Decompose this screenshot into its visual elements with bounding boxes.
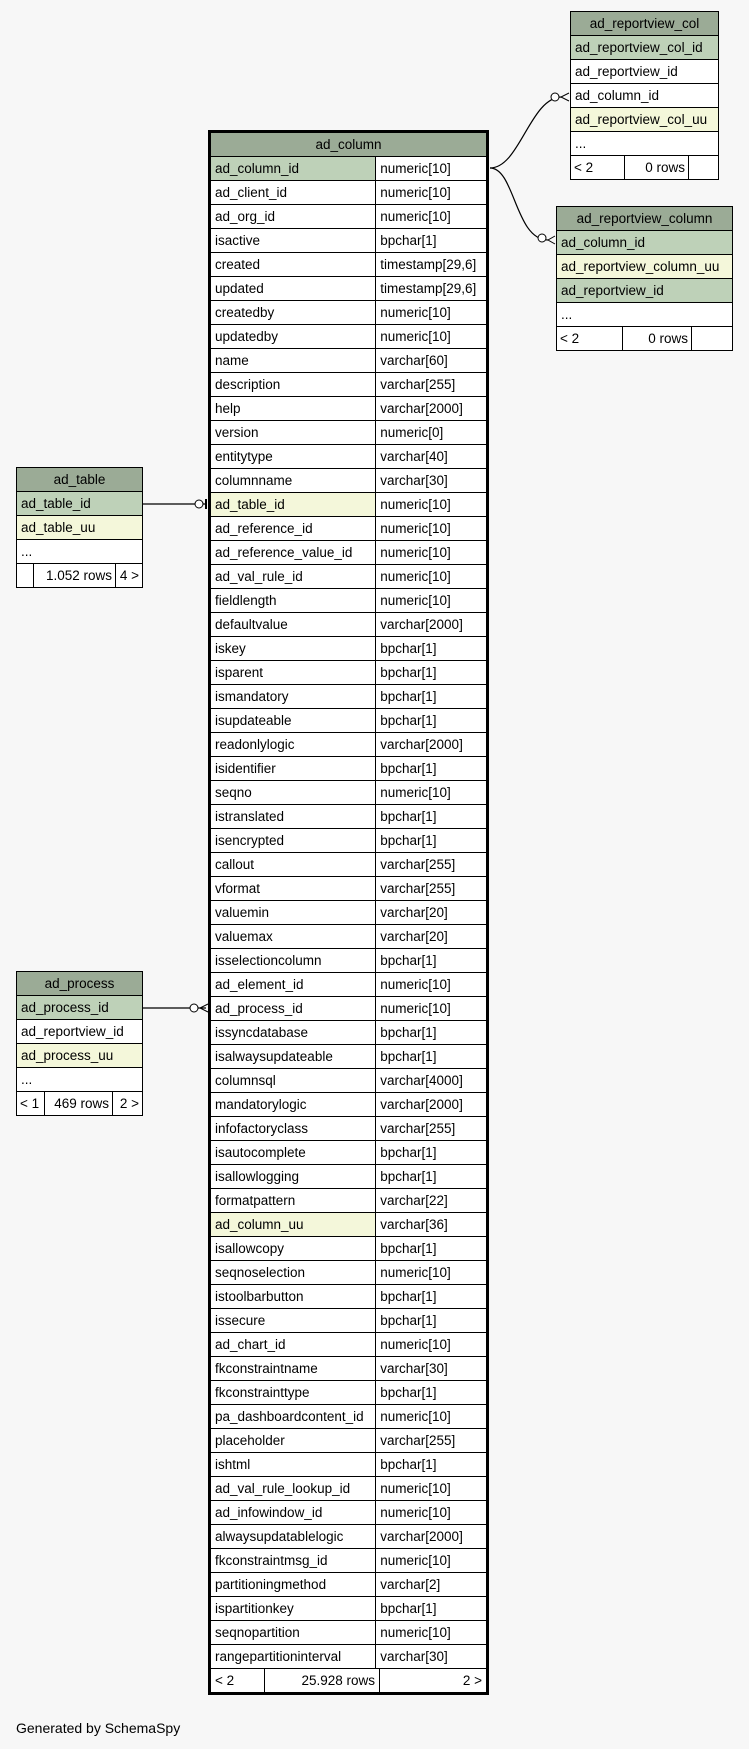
column-type: varchar[255]: [376, 877, 488, 901]
column-row[interactable]: [210, 973, 488, 997]
column-name: ad_element_id: [210, 973, 376, 997]
generated-by-footer: Generated by SchemaSpy: [16, 1720, 181, 1736]
column-name: ...: [557, 303, 733, 327]
column-row[interactable]: [210, 1525, 488, 1549]
column-name: ad_reportview_id: [17, 1020, 143, 1044]
column-name: ad_client_id: [210, 181, 376, 205]
column-type: varchar[2000]: [376, 397, 488, 421]
column-type: bpchar[1]: [376, 1309, 488, 1333]
column-name: updated: [210, 277, 376, 301]
column-row[interactable]: [210, 1309, 488, 1333]
column-name: isencrypted: [210, 829, 376, 853]
column-type: numeric[10]: [376, 541, 488, 565]
column-name: ad_column_id: [210, 157, 376, 181]
column-name: ad_reference_value_id: [210, 541, 376, 565]
row-count: 469 rows: [45, 1092, 113, 1115]
column-row[interactable]: [210, 661, 488, 685]
column-row[interactable]: [210, 445, 488, 469]
column-row[interactable]: [210, 1333, 488, 1357]
stats-row[interactable]: [557, 327, 733, 351]
column-row[interactable]: [210, 1237, 488, 1261]
column-row[interactable]: [210, 1477, 488, 1501]
column-row[interactable]: [210, 181, 488, 205]
column-type: numeric[10]: [376, 493, 488, 517]
parents-count[interactable]: < 2: [211, 1669, 265, 1692]
column-name: updatedby: [210, 325, 376, 349]
column-type: varchar[22]: [376, 1189, 488, 1213]
column-row[interactable]: [571, 132, 719, 156]
column-type: bpchar[1]: [376, 1285, 488, 1309]
column-row[interactable]: [210, 1165, 488, 1189]
children-count[interactable]: 2 >: [119, 1096, 139, 1111]
column-type: varchar[2000]: [376, 613, 488, 637]
column-type: bpchar[1]: [376, 1165, 488, 1189]
column-type: varchar[255]: [376, 373, 488, 397]
column-row[interactable]: [210, 1573, 488, 1597]
column-name: fkconstraintmsg_id: [210, 1549, 376, 1573]
column-name: ad_table_id: [17, 492, 143, 516]
column-name: isalwaysupdateable: [210, 1045, 376, 1069]
stats-cell: [571, 156, 719, 180]
column-name: valuemax: [210, 925, 376, 949]
column-name: issyncdatabase: [210, 1021, 376, 1045]
column-name: ad_table_id: [210, 493, 376, 517]
edge-ad-reportview-col: [490, 97, 562, 168]
column-row[interactable]: [210, 205, 488, 229]
table-ad-reportview-col[interactable]: [570, 11, 719, 180]
column-type: varchar[40]: [376, 445, 488, 469]
column-type: bpchar[1]: [376, 229, 488, 253]
column-row[interactable]: [210, 733, 488, 757]
column-row[interactable]: [210, 349, 488, 373]
column-name: ad_process_uu: [17, 1044, 143, 1068]
column-row[interactable]: [571, 60, 719, 84]
column-type: numeric[10]: [376, 1333, 488, 1357]
column-row[interactable]: [210, 157, 488, 181]
column-name: istranslated: [210, 805, 376, 829]
stats-row[interactable]: [210, 1669, 488, 1694]
column-name: ...: [17, 540, 143, 564]
column-row[interactable]: [210, 229, 488, 253]
column-row[interactable]: [210, 1453, 488, 1477]
column-type: numeric[10]: [376, 997, 488, 1021]
column-row[interactable]: [210, 877, 488, 901]
column-name: isautocomplete: [210, 1141, 376, 1165]
column-type: varchar[255]: [376, 1429, 488, 1453]
column-name: ad_val_rule_lookup_id: [210, 1477, 376, 1501]
column-name: ad_reportview_col_uu: [571, 108, 719, 132]
column-type: numeric[10]: [376, 565, 488, 589]
column-row[interactable]: [571, 84, 719, 108]
column-row[interactable]: [17, 1068, 143, 1092]
column-type: bpchar[1]: [376, 829, 488, 853]
column-type: varchar[20]: [376, 925, 488, 949]
column-type: numeric[0]: [376, 421, 488, 445]
column-type: varchar[2000]: [376, 1093, 488, 1117]
column-type: bpchar[1]: [376, 1381, 488, 1405]
column-type: numeric[10]: [376, 1477, 488, 1501]
column-name: valuemin: [210, 901, 376, 925]
column-row[interactable]: [210, 1621, 488, 1645]
column-name: pa_dashboardcontent_id: [210, 1405, 376, 1429]
row-count: 0 rows: [625, 156, 689, 179]
column-type: bpchar[1]: [376, 1045, 488, 1069]
table-header[interactable]: [210, 132, 488, 157]
column-row[interactable]: [210, 1021, 488, 1045]
column-name: fkconstrainttype: [210, 1381, 376, 1405]
column-row[interactable]: [210, 541, 488, 565]
table-ad-table[interactable]: [16, 467, 143, 588]
column-type: numeric[10]: [376, 781, 488, 805]
column-name: ...: [17, 1068, 143, 1092]
column-row[interactable]: [210, 901, 488, 925]
edge-ad-process-optional-marker: [190, 1004, 198, 1012]
column-type: varchar[4000]: [376, 1069, 488, 1093]
column-row[interactable]: [17, 516, 143, 540]
edge-ad-reportview-col-crowfoot: [561, 93, 569, 101]
column-type: bpchar[1]: [376, 709, 488, 733]
column-type: numeric[10]: [376, 157, 488, 181]
column-row[interactable]: [210, 493, 488, 517]
column-row[interactable]: [210, 1597, 488, 1621]
column-row[interactable]: [557, 255, 733, 279]
column-type: bpchar[1]: [376, 1597, 488, 1621]
column-row[interactable]: [210, 1549, 488, 1573]
column-name: iskey: [210, 637, 376, 661]
table-header[interactable]: [17, 972, 143, 996]
column-name: ad_column_uu: [210, 1213, 376, 1237]
column-name: created: [210, 253, 376, 277]
column-type: varchar[36]: [376, 1213, 488, 1237]
column-row[interactable]: [210, 421, 488, 445]
column-name: partitioningmethod: [210, 1573, 376, 1597]
column-row[interactable]: [17, 1044, 143, 1068]
column-type: varchar[30]: [376, 1357, 488, 1381]
column-type: numeric[10]: [376, 325, 488, 349]
column-type: varchar[255]: [376, 1117, 488, 1141]
column-type: varchar[60]: [376, 349, 488, 373]
column-name: ispartitionkey: [210, 1597, 376, 1621]
column-name: ismandatory: [210, 685, 376, 709]
table-title: ad_reportview_column: [557, 207, 733, 231]
parents-count[interactable]: [17, 564, 34, 587]
column-name: ad_val_rule_id: [210, 565, 376, 589]
column-type: varchar[2000]: [376, 1525, 488, 1549]
column-name: ad_reportview_id: [571, 60, 719, 84]
column-type: varchar[30]: [376, 1645, 488, 1669]
column-name: ad_reportview_column_uu: [557, 255, 733, 279]
edge-ad-reportview-col-optional-marker: [551, 93, 559, 101]
column-name: defaultvalue: [210, 613, 376, 637]
edge-ad-reportview-column: [490, 168, 548, 240]
column-type: numeric[10]: [376, 1261, 488, 1285]
column-row[interactable]: [210, 1189, 488, 1213]
column-type: numeric[10]: [376, 1501, 488, 1525]
column-row[interactable]: [210, 469, 488, 493]
column-name: callout: [210, 853, 376, 877]
column-type: varchar[30]: [376, 469, 488, 493]
column-row[interactable]: [210, 1093, 488, 1117]
edge-ad-reportview-column-crowfoot: [548, 236, 555, 244]
column-row[interactable]: [210, 565, 488, 589]
column-row[interactable]: [17, 1020, 143, 1044]
column-name: isparent: [210, 661, 376, 685]
column-row[interactable]: [210, 637, 488, 661]
edge-ad-reportview-column-optional-marker: [538, 234, 546, 242]
stats-cell: [210, 1669, 488, 1694]
column-row[interactable]: [210, 1213, 488, 1237]
column-row[interactable]: [210, 829, 488, 853]
column-name: placeholder: [210, 1429, 376, 1453]
table-ad-column[interactable]: [208, 130, 489, 1695]
column-name: description: [210, 373, 376, 397]
column-name: version: [210, 421, 376, 445]
column-name: entitytype: [210, 445, 376, 469]
column-name: ad_table_uu: [17, 516, 143, 540]
column-type: varchar[20]: [376, 901, 488, 925]
column-name: readonlylogic: [210, 733, 376, 757]
column-row[interactable]: [210, 1645, 488, 1669]
column-row[interactable]: [210, 1429, 488, 1453]
column-row[interactable]: [210, 709, 488, 733]
column-row[interactable]: [210, 517, 488, 541]
column-row[interactable]: [210, 1357, 488, 1381]
column-row[interactable]: [210, 1117, 488, 1141]
children-count[interactable]: 2 >: [462, 1673, 482, 1688]
column-name: ad_column_id: [557, 231, 733, 255]
column-type: bpchar[1]: [376, 1237, 488, 1261]
table-title: ad_process: [17, 972, 143, 996]
stats-row[interactable]: [571, 156, 719, 180]
column-type: numeric[10]: [376, 301, 488, 325]
column-type: bpchar[1]: [376, 757, 488, 781]
column-name: vformat: [210, 877, 376, 901]
column-row[interactable]: [210, 325, 488, 349]
column-row[interactable]: [210, 1501, 488, 1525]
column-type: bpchar[1]: [376, 685, 488, 709]
column-type: numeric[10]: [376, 1621, 488, 1645]
column-row[interactable]: [210, 781, 488, 805]
column-type: varchar[2]: [376, 1573, 488, 1597]
stats-row[interactable]: [17, 564, 143, 588]
column-name: ad_infowindow_id: [210, 1501, 376, 1525]
column-name: isallowlogging: [210, 1165, 376, 1189]
row-count: 1.052 rows: [34, 564, 116, 587]
column-type: bpchar[1]: [376, 949, 488, 973]
column-row[interactable]: [210, 1045, 488, 1069]
column-row[interactable]: [210, 277, 488, 301]
column-row[interactable]: [210, 613, 488, 637]
column-name: isupdateable: [210, 709, 376, 733]
column-name: ad_reportview_col_id: [571, 36, 719, 60]
parents-count[interactable]: < 2: [571, 156, 625, 179]
column-type: bpchar[1]: [376, 805, 488, 829]
column-name: columnsql: [210, 1069, 376, 1093]
column-row[interactable]: [17, 996, 143, 1020]
column-row[interactable]: [210, 805, 488, 829]
table-header[interactable]: [557, 207, 733, 231]
column-row[interactable]: [557, 231, 733, 255]
column-row[interactable]: [210, 925, 488, 949]
column-type: bpchar[1]: [376, 661, 488, 685]
column-type: bpchar[1]: [376, 1021, 488, 1045]
column-name: rangepartitioninterval: [210, 1645, 376, 1669]
column-name: isselectioncolumn: [210, 949, 376, 973]
column-row[interactable]: [210, 301, 488, 325]
column-type: varchar[2000]: [376, 733, 488, 757]
column-row[interactable]: [571, 108, 719, 132]
column-name: ishtml: [210, 1453, 376, 1477]
column-type: bpchar[1]: [376, 1141, 488, 1165]
column-name: isidentifier: [210, 757, 376, 781]
stats-cell: [17, 1092, 143, 1116]
parents-count[interactable]: < 1: [17, 1092, 45, 1115]
column-name: ad_reference_id: [210, 517, 376, 541]
column-type: timestamp[29,6]: [376, 253, 488, 277]
column-name: columnname: [210, 469, 376, 493]
table-title: ad_reportview_col: [571, 12, 719, 36]
column-type: bpchar[1]: [376, 637, 488, 661]
column-row[interactable]: [210, 589, 488, 613]
column-name: istoolbarbutton: [210, 1285, 376, 1309]
column-name: seqnoselection: [210, 1261, 376, 1285]
column-type: numeric[10]: [376, 1549, 488, 1573]
column-name: isactive: [210, 229, 376, 253]
column-name: help: [210, 397, 376, 421]
table-header[interactable]: [571, 12, 719, 36]
column-row[interactable]: [210, 373, 488, 397]
column-name: ad_process_id: [210, 997, 376, 1021]
column-row[interactable]: [210, 253, 488, 277]
parents-count[interactable]: < 2: [557, 327, 623, 350]
column-name: ad_column_id: [571, 84, 719, 108]
table-header[interactable]: [17, 468, 143, 492]
column-row[interactable]: [210, 949, 488, 973]
column-row[interactable]: [210, 853, 488, 877]
stats-row[interactable]: [17, 1092, 143, 1116]
column-name: seqnopartition: [210, 1621, 376, 1645]
column-name: isallowcopy: [210, 1237, 376, 1261]
column-row[interactable]: [210, 1285, 488, 1309]
column-row[interactable]: [210, 1381, 488, 1405]
row-count: 0 rows: [623, 327, 692, 350]
column-type: numeric[10]: [376, 1405, 488, 1429]
column-type: bpchar[1]: [376, 1453, 488, 1477]
stats-cell: [17, 564, 143, 588]
edge-ad-table-optional-marker: [195, 500, 203, 508]
children-count[interactable]: 4 >: [119, 568, 139, 583]
column-name: ad_org_id: [210, 205, 376, 229]
column-row[interactable]: [210, 757, 488, 781]
column-row[interactable]: [210, 997, 488, 1021]
column-row[interactable]: [210, 685, 488, 709]
children-count[interactable]: [692, 327, 732, 350]
column-type: numeric[10]: [376, 181, 488, 205]
table-ad-reportview-column[interactable]: [556, 206, 733, 351]
row-count: 25.928 rows: [265, 1669, 380, 1692]
column-name: issecure: [210, 1309, 376, 1333]
column-name: fkconstraintname: [210, 1357, 376, 1381]
column-row[interactable]: [210, 1405, 488, 1429]
column-row[interactable]: [17, 492, 143, 516]
column-name: formatpattern: [210, 1189, 376, 1213]
column-row[interactable]: [557, 279, 733, 303]
stats-cell: [557, 327, 733, 351]
column-row[interactable]: [557, 303, 733, 327]
column-row[interactable]: [210, 1261, 488, 1285]
table-ad-process[interactable]: [16, 971, 143, 1116]
table-title: ad_table: [17, 468, 143, 492]
column-type: numeric[10]: [376, 517, 488, 541]
column-name: ad_chart_id: [210, 1333, 376, 1357]
column-type: varchar[255]: [376, 853, 488, 877]
table-title: ad_column: [210, 132, 488, 157]
children-count[interactable]: [689, 156, 718, 179]
column-name: seqno: [210, 781, 376, 805]
column-name: name: [210, 349, 376, 373]
column-type: numeric[10]: [376, 973, 488, 997]
column-type: numeric[10]: [376, 589, 488, 613]
column-name: ad_reportview_id: [557, 279, 733, 303]
column-name: ...: [571, 132, 719, 156]
column-row[interactable]: [210, 1069, 488, 1093]
column-name: fieldlength: [210, 589, 376, 613]
column-row[interactable]: [210, 397, 488, 421]
column-type: numeric[10]: [376, 205, 488, 229]
column-row[interactable]: [210, 1141, 488, 1165]
column-name: createdby: [210, 301, 376, 325]
column-type: timestamp[29,6]: [376, 277, 488, 301]
column-name: mandatorylogic: [210, 1093, 376, 1117]
column-name: infofactoryclass: [210, 1117, 376, 1141]
column-row[interactable]: [17, 540, 143, 564]
column-row[interactable]: [571, 36, 719, 60]
column-name: alwaysupdatablelogic: [210, 1525, 376, 1549]
column-name: ad_process_id: [17, 996, 143, 1020]
